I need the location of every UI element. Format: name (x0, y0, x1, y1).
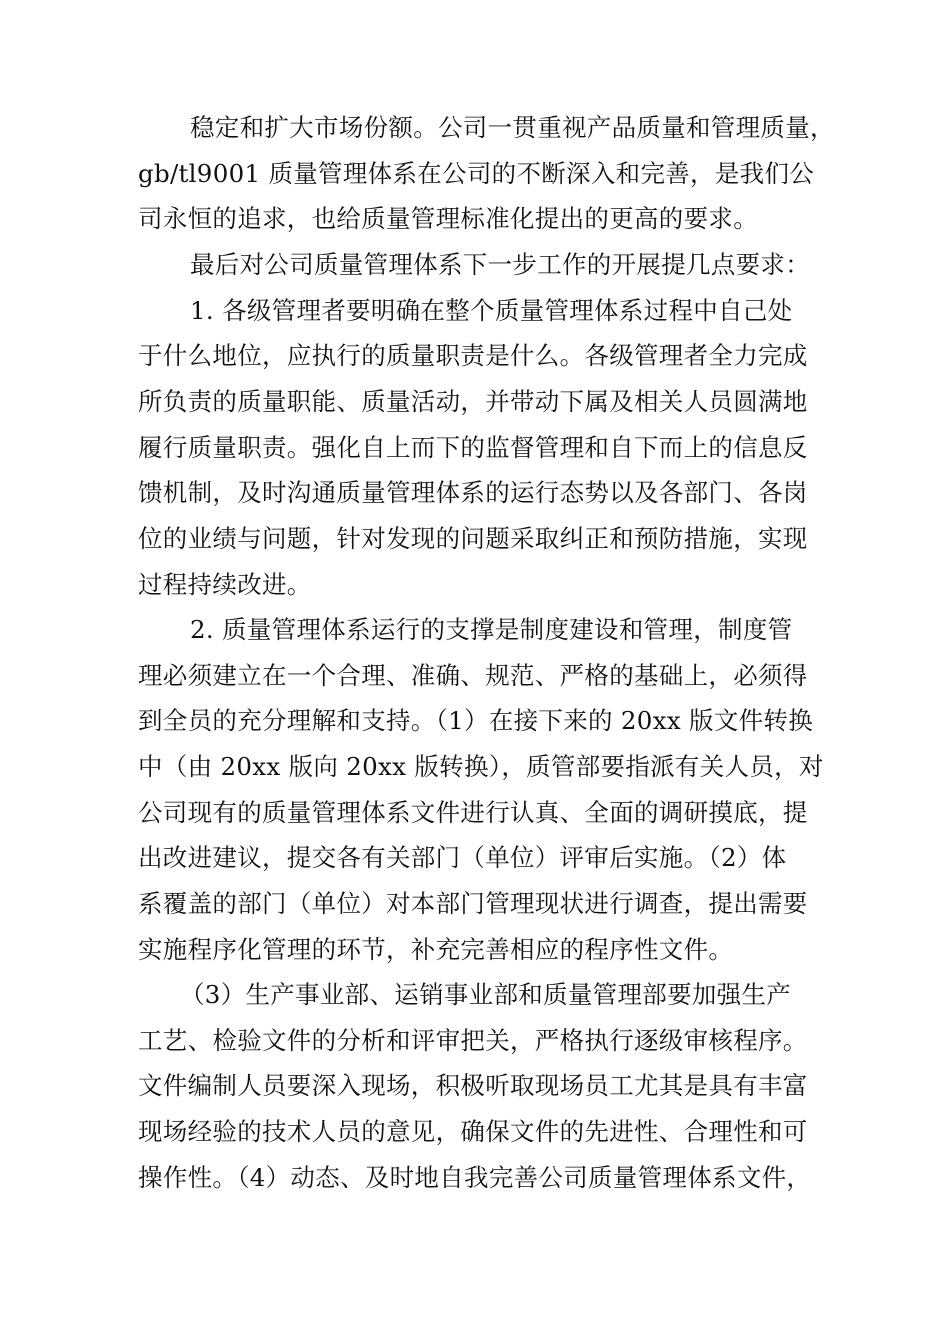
text-line: 馈机制，及时沟通质量管理体系的运行态势以及各部门、各岗 (138, 478, 808, 507)
text-line: 1. 各级管理者要明确在整个质量管理体系过程中自己处 (190, 296, 793, 325)
text-line: （3）生产事业部、运销事业部和质量管理部要加强生产 (180, 980, 792, 1009)
text-line: 中（由 20xx 版向 20xx 版转换），质管部要指派有关人员，对 (138, 752, 824, 781)
text-line: 过程持续改进。 (138, 570, 312, 599)
text-line: 最后对公司质量管理体系下一步工作的开展提几点要求： (190, 250, 810, 279)
text-line: 于什么地位，应执行的质量职责是什么。各级管理者全力完成 (138, 341, 808, 370)
text-line: 实施程序化管理的环节，补充完善相应的程序性文件。 (138, 935, 734, 964)
text-line: 现场经验的技术人员的意见，确保文件的先进性、合理性和可 (138, 1117, 808, 1146)
text-line: 操作性。（4）动态、及时地自我完善公司质量管理体系文件， (138, 1163, 812, 1192)
text-line: 系覆盖的部门（单位）对本部门管理现状进行调查，提出需要 (138, 889, 808, 918)
text-line: 稳定和扩大市场份额。公司一贯重视产品质量和管理质量， (190, 113, 835, 142)
text-line: gb/tl9001 质量管理体系在公司的不断深入和完善，是我们公 (138, 159, 815, 188)
text-line: 公司现有的质量管理体系文件进行认真、全面的调研摸底，提 (138, 798, 808, 827)
text-line: 司永恒的追求，也给质量管理标准化提出的更高的要求。 (138, 204, 758, 233)
text-line: 2. 质量管理体系运行的支撑是制度建设和管理，制度管 (190, 615, 793, 644)
text-line: 所负责的质量职能、质量活动，并带动下属及相关人员圆满地 (138, 387, 808, 416)
text-line: 工艺、检验文件的分析和评审把关，严格执行逐级审核程序。 (138, 1026, 808, 1055)
text-line: 理必须建立在一个合理、准确、规范、严格的基础上，必须得 (138, 661, 808, 690)
text-line: 到全员的充分理解和支持。（1）在接下来的 20xx 版文件转换 (138, 706, 814, 735)
text-line: 位的业绩与问题，针对发现的问题采取纠正和预防措施，实现 (138, 524, 808, 553)
text-line: 出改进建议，提交各有关部门（单位）评审后实施。（2）体 (138, 843, 787, 872)
text-line: 履行质量职责。强化自上而下的监督管理和自下而上的信息反 (138, 433, 808, 462)
text-line: 文件编制人员要深入现场，积极听取现场员工尤其是具有丰富 (138, 1071, 808, 1100)
